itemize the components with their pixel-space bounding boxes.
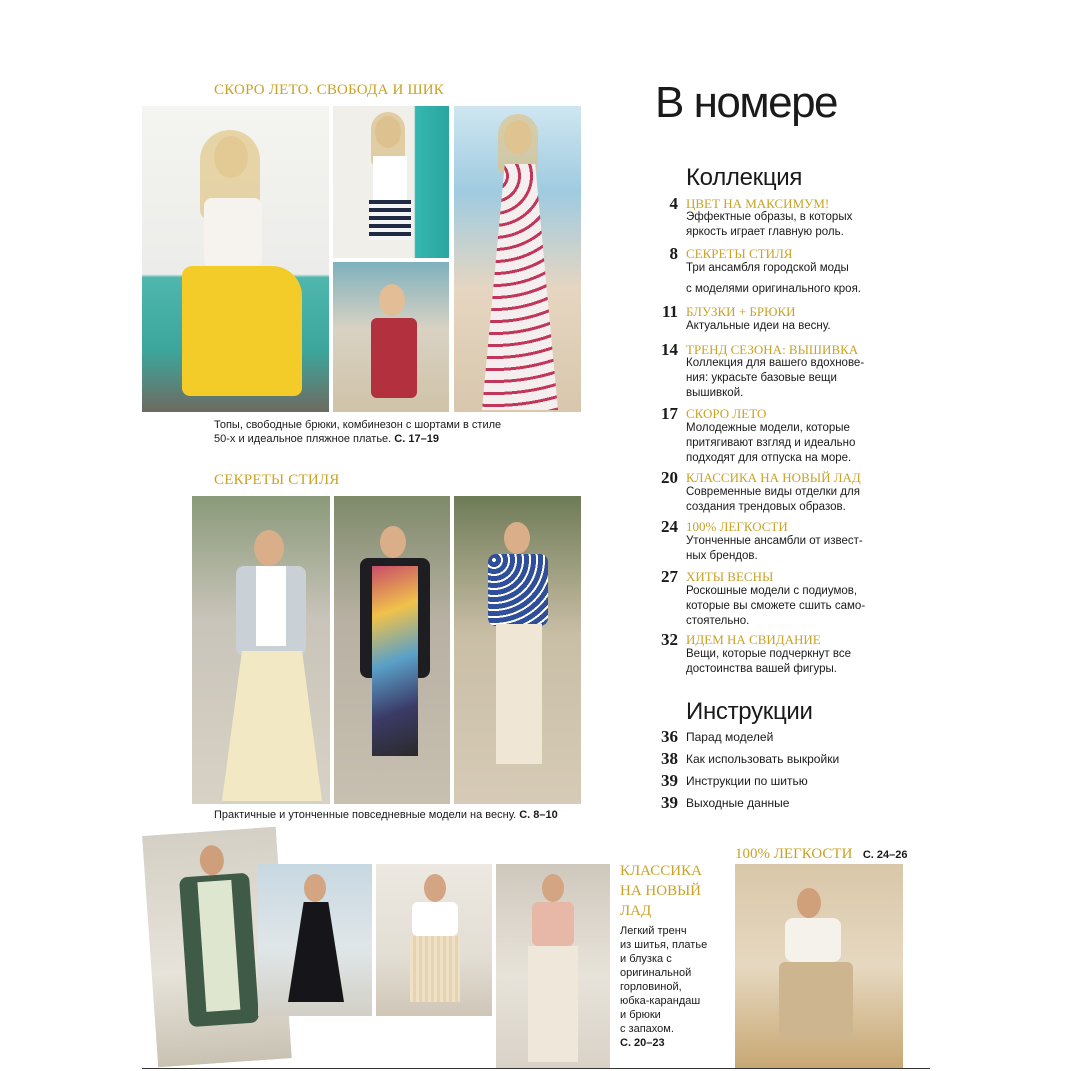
toc-instruction-number: 39 bbox=[661, 793, 678, 812]
toc-entry-title: ИДЕМ НА СВИДАНИЕ bbox=[686, 632, 821, 647]
toc-entry-desc-line: вышивкой. bbox=[686, 387, 744, 399]
toc-entry-title: ТРЕНД СЕЗОНА: ВЫШИВКА bbox=[686, 342, 859, 357]
section-title-style: СЕКРЕТЫ СТИЛЯ bbox=[214, 472, 340, 488]
toc-entry-desc-line: притягивают взгляд и идеально bbox=[686, 437, 856, 449]
toc-entry-desc-line: Три ансамбля городской моды bbox=[686, 262, 849, 274]
section-title-light: 100% ЛЕГКОСТИ bbox=[735, 846, 853, 862]
toc-instruction-text: Инструкции по шитью bbox=[686, 774, 808, 788]
caption-classic-line: Легкий тренч bbox=[620, 925, 687, 937]
toc-entry-number: 11 bbox=[661, 302, 678, 321]
caption-style-text: Практичные и утонченные повседневные модели на весну. bbox=[214, 809, 517, 821]
toc-entry-desc-line: Роскошные модели с подиумов, bbox=[686, 585, 858, 597]
toc-heading-collection: Коллекция bbox=[686, 164, 803, 191]
caption-style bbox=[214, 808, 558, 822]
toc-title: В номере bbox=[655, 78, 838, 127]
toc-entry-desc-line: яркость играет главную роль. bbox=[686, 226, 844, 238]
toc-entry-desc-line: Молодежные модели, которые bbox=[686, 422, 850, 434]
photo-beach-dress bbox=[454, 106, 581, 412]
toc-entry-desc bbox=[686, 261, 886, 297]
caption-classic-pages: С. 20–23 bbox=[620, 1037, 665, 1049]
toc-instruction-number: 36 bbox=[661, 727, 678, 746]
caption-classic-line: юбка-карандаш bbox=[620, 995, 701, 1007]
toc-entry-desc-line: Эффектные образы, в которых bbox=[686, 211, 853, 223]
toc-entry-desc-line: создания трендовых образов. bbox=[686, 501, 846, 513]
toc-entry-desc-line: стоятельно. bbox=[686, 615, 750, 627]
toc-entry-desc bbox=[686, 210, 886, 240]
section-title-light-row bbox=[735, 845, 908, 863]
photo-yellow-trousers bbox=[142, 106, 329, 412]
caption-classic-line: и брюки bbox=[620, 1009, 661, 1021]
toc-entry-number: 8 bbox=[669, 244, 678, 263]
toc-entry-desc-line: достоинства вашей фигуры. bbox=[686, 663, 837, 675]
section-title-light-pages: С. 24–26 bbox=[862, 849, 908, 861]
toc-entry-desc-line: с моделями оригинального кроя. bbox=[686, 283, 861, 295]
toc-entry-desc bbox=[686, 421, 886, 466]
caption-classic-line: и блузка с bbox=[620, 953, 672, 965]
toc-entry-number: 17 bbox=[661, 404, 678, 423]
toc-instruction-number: 38 bbox=[661, 749, 678, 768]
photo-red-romper bbox=[333, 262, 449, 412]
toc-instruction-number: 39 bbox=[661, 771, 678, 790]
toc-entry-number: 32 bbox=[661, 630, 678, 649]
toc-entry-number: 14 bbox=[661, 340, 678, 359]
toc-entry-desc bbox=[686, 534, 886, 564]
toc-entry-desc-line: Вещи, которые подчеркнут все bbox=[686, 648, 852, 660]
caption-classic-line: оригинальной bbox=[620, 967, 692, 979]
toc-entry-desc-line: Утонченные ансамбли от извест- bbox=[686, 535, 863, 547]
toc-entry-title: КЛАССИКА НА НОВЫЙ ЛАД bbox=[686, 470, 861, 485]
toc-instruction-text: Парад моделей bbox=[686, 730, 774, 744]
toc-entry-desc bbox=[686, 647, 886, 677]
caption-summer-line1: Топы, свободные брюки, комбинезон с шортами в стиле bbox=[214, 419, 502, 431]
section-title-classic-line: ЛАД bbox=[620, 903, 652, 919]
photo-grey-blazer bbox=[192, 496, 330, 804]
toc-entry-number: 24 bbox=[661, 517, 678, 536]
section-title-classic-line: КЛАССИКА bbox=[620, 863, 702, 879]
toc-heading-instructions: Инструкции bbox=[686, 698, 813, 725]
toc-entry-number: 4 bbox=[669, 194, 678, 213]
toc-entry-title: СЕКРЕТЫ СТИЛЯ bbox=[686, 246, 793, 261]
toc-entry-desc-line: Актуальные идеи на весну. bbox=[686, 320, 831, 332]
caption-classic-line: горловиной, bbox=[620, 981, 682, 993]
toc-entry-desc-line: которые вы сможете сшить само- bbox=[686, 600, 866, 612]
toc-entry-desc-line: ния: украсьте базовые вещи bbox=[686, 372, 837, 384]
photo-lace-skirt bbox=[376, 864, 492, 1016]
caption-classic bbox=[620, 924, 730, 1050]
bottom-rule bbox=[142, 1068, 930, 1069]
section-title-classic bbox=[620, 861, 702, 921]
caption-summer-pages: С. 17–19 bbox=[394, 433, 439, 445]
toc-entry-title: ХИТЫ ВЕСНЫ bbox=[686, 569, 774, 584]
toc-entry-title: СКОРО ЛЕТО bbox=[686, 406, 767, 421]
caption-classic-line: с запахом. bbox=[620, 1023, 674, 1035]
toc-entry-number: 20 bbox=[661, 468, 678, 487]
caption-summer bbox=[214, 418, 514, 446]
toc-entry-desc bbox=[686, 485, 886, 515]
section-title-classic-line: НА НОВЫЙ bbox=[620, 883, 701, 899]
toc-entry-desc-line: ных брендов. bbox=[686, 550, 758, 562]
toc-entry-title: ЦВЕТ НА МАКСИМУМ! bbox=[686, 196, 830, 211]
toc-entry-desc-line: подходят для отпуска на море. bbox=[686, 452, 852, 464]
toc-entry-number: 27 bbox=[661, 567, 678, 586]
photo-white-trousers bbox=[496, 864, 610, 1068]
toc-entry-title: БЛУЗКИ + БРЮКИ bbox=[686, 304, 796, 319]
toc-instruction-text: Как использовать выкройки bbox=[686, 752, 840, 766]
caption-classic-line: из шитья, платье bbox=[620, 939, 708, 951]
toc-entry-desc bbox=[686, 319, 886, 334]
toc-entry-desc-line: Современные виды отделки для bbox=[686, 486, 860, 498]
toc-instruction-text: Выходные данные bbox=[686, 796, 790, 810]
toc-entry-desc-line: Коллекция для вашего вдохнове- bbox=[686, 357, 865, 369]
section-title-summer: СКОРО ЛЕТО. СВОБОДА И ШИК bbox=[214, 82, 445, 98]
caption-summer-line2: 50-х и идеальное пляжное платье. bbox=[214, 433, 392, 445]
toc-entry-desc bbox=[686, 584, 886, 629]
photo-black-dress bbox=[258, 864, 372, 1016]
caption-style-pages: С. 8–10 bbox=[519, 809, 558, 821]
toc-entry-desc bbox=[686, 356, 886, 401]
photo-beige-skirt bbox=[735, 864, 903, 1068]
photo-striped-shorts bbox=[333, 106, 449, 258]
photo-polka-blouse bbox=[454, 496, 581, 804]
toc-entry-title: 100% ЛЕГКОСТИ bbox=[686, 519, 788, 534]
photo-print-dress bbox=[334, 496, 450, 804]
